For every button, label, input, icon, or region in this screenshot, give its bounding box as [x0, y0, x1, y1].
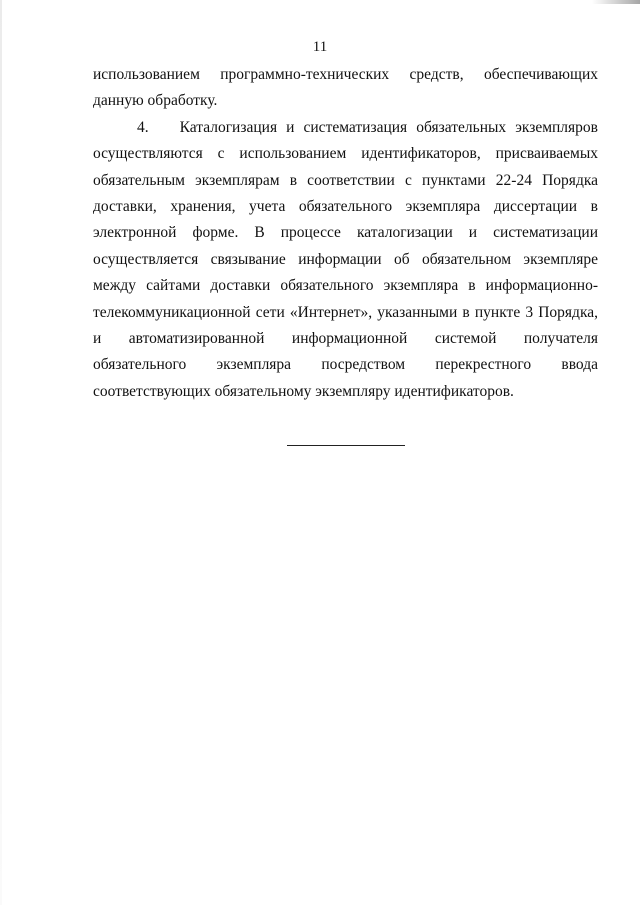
page-number: 11	[312, 39, 328, 55]
paragraph-continuation: использованием программно-технических средств, обеспечивающих данную обработку.	[93, 66, 598, 110]
paragraph-item-4: 4. Каталогизация и систематизация обязательных экземпляров осуществляются с использованием идентификаторов, присваиваемых обязательным экземплярам в соответствии с пунктами 22-24 Порядка доставки, хранения, учета обязательного экземпляра диссертации в электронной форме. В процессе каталогизации и систематизации осуществляется связывание информации об обязательном экземпляре между сайтами доставки обязательного экземпляра в информационно-телекоммуникационной сети «Интернет», указанными в пункте 3 Порядка, и автоматизированной информационной системой получателя обязательного экземпляра посредством перекрестного ввода соответствующих обязательному экземпляру идентификаторов.	[93, 118, 598, 400]
scan-edge-top	[592, 0, 640, 4]
document-body	[93, 62, 598, 405]
end-separator-line	[287, 445, 405, 446]
scan-edge-left	[0, 0, 2, 905]
